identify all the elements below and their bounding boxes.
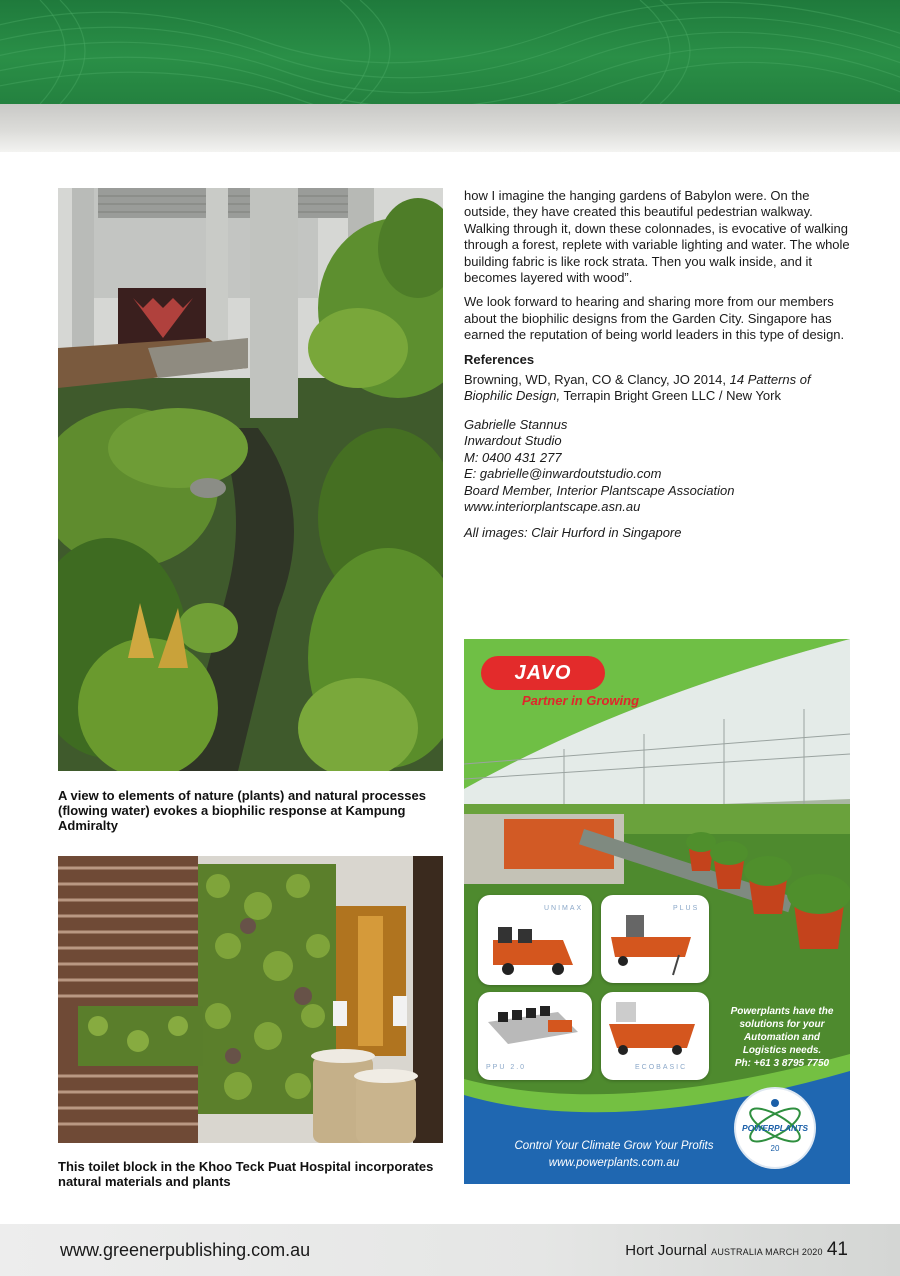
ad-side-text	[726, 1005, 838, 1070]
journal-name: Hort Journal	[625, 1242, 707, 1259]
ad-phone: Ph: +61 3 8795 7750	[734, 1058, 830, 1069]
header-shadow-band	[0, 104, 900, 152]
ad-side-line: Logistics needs.	[742, 1045, 822, 1056]
photo-kampung-admiralty	[58, 188, 443, 771]
badge-name: POWERPLANTS	[741, 1123, 809, 1133]
photo1-caption: A view to elements of nature (plants) and natural processes (flowing water) evokes a biophilic response at Kampung Admiralty	[58, 788, 426, 833]
photo2-caption: This toilet block in the Khoo Teck Puat Hospital incorporates natural materials and plants	[58, 1159, 434, 1189]
author-email[interactable]: E: gabrielle@inwardoutstudio.com	[464, 466, 662, 482]
header-band	[0, 0, 900, 104]
ad-url[interactable]: www.powerplants.com.au	[548, 1157, 680, 1169]
author-role: Board Member, Interior Plantscape Association	[464, 482, 735, 498]
product-card-ppu[interactable]	[478, 992, 592, 1080]
ad-tagline: Partner in Growing	[522, 693, 640, 708]
ad-side-line: Automation and	[743, 1032, 821, 1043]
reference-authors: Browning, WD, Ryan, CO & Clancy, JO 2014,	[464, 372, 730, 388]
reference-entry	[464, 372, 856, 405]
references-heading: References	[464, 351, 535, 367]
ad-side-line: Powerplants have the	[730, 1006, 834, 1017]
footer-url[interactable]: www.greenerpublishing.com.au	[60, 1240, 311, 1260]
powerplants-advertisement[interactable]	[464, 639, 850, 1184]
product-label: PLUS	[673, 905, 700, 912]
author-mobile: M: 0400 431 277	[464, 449, 562, 465]
article-column	[464, 188, 856, 550]
journal-issue: AUSTRALIA MARCH 2020	[711, 1247, 823, 1257]
ad-slogan: Control Your Climate Grow Your Profits	[514, 1140, 714, 1152]
author-company: Inwardout Studio	[464, 433, 562, 449]
powerplants-badge	[736, 1089, 814, 1167]
product-card-unimax[interactable]	[478, 895, 592, 985]
reference-publisher: Terrapin Bright Green LLC / New York	[560, 388, 781, 404]
ad-side-line: solutions for your	[739, 1019, 825, 1030]
article-paragraph: We look forward to hearing and sharing more from our members about the biophilic designs from the Garden City. Singapore has earned the reputation of being world leaders in this type of design.	[464, 294, 845, 343]
article-paragraph: how I imagine the hanging gardens of Babylon were. On the outside, they have created this beautiful pedestrian walkway. Walking through it, down these colonnades, is evocative of walking through a forest, replete with variable lighting and water. The whole building fabric is like rock strata. Then you walk inside, and it becomes layered with wood”.	[464, 188, 850, 286]
header-pattern	[0, 0, 900, 104]
product-label: UNIMAX	[544, 905, 584, 912]
product-label: PPU 2.0	[486, 1064, 527, 1071]
product-card-plus[interactable]	[601, 895, 709, 983]
footer-journal	[625, 1239, 848, 1261]
page-number: 41	[826, 1239, 848, 1260]
author-name: Gabrielle Stannus	[464, 416, 568, 432]
image-credit: All images: Clair Hurford in Singapore	[464, 525, 682, 541]
photo-khoo-teck-puat-toilet	[58, 856, 443, 1143]
author-website[interactable]: www.interiorplantscape.asn.au	[464, 498, 641, 514]
reference-title: 14 Patterns of Biophilic Design,	[464, 372, 811, 404]
badge-number: 20	[770, 1144, 780, 1153]
product-label: ECOBASIC	[635, 1064, 688, 1071]
javo-logo: JAVO	[481, 656, 605, 690]
author-signature	[464, 417, 856, 515]
product-card-ecobasic[interactable]	[601, 992, 709, 1080]
